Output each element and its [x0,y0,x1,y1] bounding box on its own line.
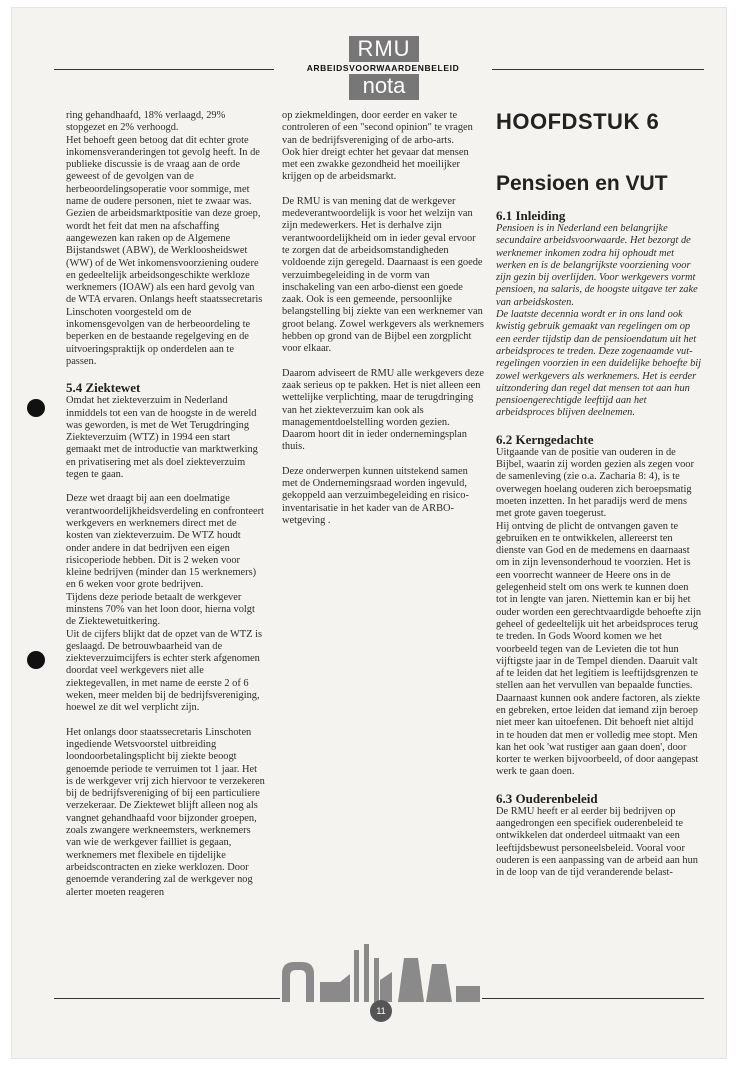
section-heading-kerngedachte: 6.2 Kerngedachte [496,431,594,447]
column-middle [282,110,484,539]
column-left [66,110,266,911]
logo-rmu: RMU [349,36,419,62]
column-right [496,110,702,892]
section-heading-inleiding: 6.1 Inleiding [496,208,566,223]
paragraph: De RMU heeft er al eerder bij bedrijven op aangedrongen een specifiek ouderenbeleid te ontwikkelen dat onderdeel uitmaakt van een leeftijdsbewust personeelsbeleid. Vooral voor ouderen is een aanpassing van de arbeid aan hun in de loop van de tijd veranderende belast- [496,805,698,879]
paragraph: Deze wet draagt bij aan een doelmatige verantwoordelijkheidsverdeling en confronteert werkgevers en werknemers direct met de kosten van ziekteverzuim. De WTZ houdt onder andere in dat bedrijven een eigen risicoperiode hebben. Dit is 2 weken voor kleine bedrijven (minder dan 15 werknemers) en 6 weken voor grote bedrijven. [66,493,264,591]
section-heading-ouderenbeleid: 6.3 Ouderenbeleid [496,790,598,806]
paragraph: Daarom adviseert de RMU alle werkgevers deze zaak serieus op te pakken. Het is niet alleen een wettelijke verplichting, maar de terugdringing van het ziekteverzuim kan ook als managementdoelstelling worden gezien. Daarom hoort dit in ieder ondernemingsplan thuis. [282,367,484,453]
paragraph: Tijdens deze periode betaalt de werkgever minstens 70% van het loon door, hierna volgt de Ziektewetuitkering. [66,591,255,628]
paragraph: Uitgaande van de positie van ouderen in de Bijbel, waarin zij worden gezien als zegen voor de samenleving (zie o.a. Zacharia 8: 4), is te overwegen hoelang ouderen zich beroepsmatig moeten inzetten. In het paradijs werd de mens met grote gaven toegerust. [496,446,694,520]
chapter-title: Pensioen en VUT [496,172,668,195]
paragraph: ring gehandhaafd, 18% verlaagd, 29% stopgezet en 2% verhoogd. [66,110,226,134]
binder-hole-bottom [27,651,45,669]
logo-subtitle: ARBEIDSVOORWAARDENBELEID [306,63,460,73]
paragraph: op ziekmeldingen, door eerder en vaker te controleren of een "second opinion" te vragen van de bedrijfsvereniging of de arbo-arts. [282,110,473,146]
footer-rule-right [482,998,704,999]
paragraph: Het onlangs door staatssecretaris Linschoten ingediende Wetsvoorstel uitbreiding loondoorbetalingsplicht bij ziekte beoogt genoemde periode te verruimen tot 1 jaar. Het is de werkgever vrij zich hiervoor te verzekeren bij de bedrijfsvereniging of bij een particuliere verzekeraar. De Ziektewet blijft alleen nog als vangnet gehandhaafd voor bijzonder groepen, zoals zwangere werkneemsters, werknemers van wie de werkgever failliet is gegaan, werknemers met flexibele en tijdelijke arbeidscontracten en zieke werklozen. Door genoemde verandering zal de werkgever nog alerter moeten reageren [66,726,265,898]
paragraph: Gezien de arbeidsmarktpositie van deze groep, wordt het feit dat men na afschaffing aangewezen kan raken op de Algemene Bijstandswet (ABW), de Werkloosheidswet (WW) of de Wet inkomensvoorziening oudere en gedeeltelijk arbeidsongeschikte werkloze werknemers (IOAW) als een hard gevolg van de WTA ervaren. Onlangs heeft staatssecretaris Linschoten voorgesteld om de inkomensgevolgen van de herbeoordeling te beperken en de bestaande regelgeving en de uitvoeringspraktijk op onderdelen aan te passen. [66,208,263,367]
page-number: 11 [370,1000,392,1022]
document-page [12,8,726,1058]
factory-skyline-icon [280,944,482,1002]
header-rule-left [54,69,274,70]
binder-hole-top [27,399,45,417]
paragraph: Ook hier dreigt echter het gevaar dat mensen met een zwakke gezondheid het moeilijker krijgen op de arbeidsmarkt. [282,146,469,183]
footer-rule-left [54,998,280,999]
paragraph: Hij ontving de plicht de ontvangen gaven te gebruiken en te ontwikkelen, allereerst ten dienste van God en de medemens en daarnaast om in zijn levensonderhoud te voorzien. Het is een voorrecht wanneer de Heere ons in de gelegenheid stelt om ons werk te kunnen doen tot in lengte van jaren. Niettemin kan er bij het ouder worden een gerechtvaardigde behoefte zijn geheel of gedeeltelijk uit het arbeidsproces terug te treden. In Gods Woord komen we het voorbeeld tegen van de Levieten die tot hun vijftigste jaar in de Tempel dienden. Daaruit valt af te leiden dat het legitiem is leeftijdsgrenzen te stellen aan het vervullen van bepaalde functies. Daarnaast kunnen ook andere factoren, als ziekte en gebreken, ertoe leiden dat iemand zijn beroep niet meer kan uitoefenen. Dit behoeft niet altijd in te houden dat men er volledig mee stopt. Men kan het ook 'wat rustiger aan gaan doen', door korter te werken bijvoorbeeld, of door aangepast werk te gaan doen. [496,520,702,778]
paragraph: Het behoeft geen betoog dat dit echter grote inkomensveranderingen tot gevolg heeft. In de publieke discussie is de vraag aan de orde geweest of de gevolgen van de herbeoordelingsoperatie voor sommige, met name de oudere personen, niet te zwaar was. [66,134,260,208]
logo-nota: nota [349,74,419,100]
section-heading-ziektewet: 5.4 Ziektewet [66,380,141,396]
header-rule-right [492,69,704,70]
paragraph: De RMU is van mening dat de werkgever medeverantwoordelijk is voor het welzijn van zijn medewerkers. Het is derhalve zijn verantwoordelijkheid om in ieder geval ervoor te zorgen dat de arbeidsomstandigheden voldoende zijn geregeld. Daarnaast is een goede verzuimbegeleiding in de vorm van inschakeling van een arbo-dienst een goede zaak. Ook is een gemeende, persoonlijke belangstelling bij ziekte van een werknemer van groot belang. Zowel werkgevers als werknemers hebben op grond van de Bijbel een zorgplicht voor elkaar. [282,195,484,355]
paragraph: Omdat het ziekteverzuim in Nederland inmiddels tot een van de hoogste in de wereld was geworden, is met de Wet Terugdringing Ziekteverzuim (WTZ) in 1994 een start gemaakt met de introductie van marktwerking en privatisering met als doel ziekteverzuim tegen te gaan. [66,395,258,481]
paragraph: Uit de cijfers blijkt dat de opzet van de WTZ is geslaagd. De betrouwbaarheid van de ziekteverzuimcijfers is echter sterk afgenomen doordat veel werkgevers niet alle ziektegevallen, in met name de eerste 2 of 6 weken, meer melden bij de bedrijfsvereniging, hoewel ze dit wel verplicht zijn. [66,628,263,714]
chapter-heading: HOOFDSTUK 6 [496,109,660,134]
paragraph: Pensioen is in Nederland een belangrijke secundaire arbeidsvoorwaarde. Het bezorgt de werknemer inkomen zodra hij ophoudt met werken en is de belangrijkste voorziening voor zijn gezin bij overlijden. Voor werkgevers vormt pensioen, na salaris, de hoogste uitgave ter zake van arbeidskosten. [496,223,698,308]
paragraph: Deze onderwerpen kunnen uitstekend samen met de Ondernemingsraad worden ingevuld, gekoppeld aan verzuimbegeleiding en risico-inventarisatie in het kader van de ARBO-wetgeving . [282,465,469,526]
paragraph: De laatste decennia wordt er in ons land ook kwistig gebruik gemaakt van regelingen om op een eerder tijdstip dan de pensioendatum uit het arbeidsproces te treden. Deze zogenaamde vut-regelingen voorzien in een duidelijke behoefte bij zowel werkgevers als werknemers. Het is eerder uitzondering dan regel dat mensen tot aan hun pensioengerechtigde leeftijd aan het arbeidsproces blijven deelnemen. [496,309,702,419]
